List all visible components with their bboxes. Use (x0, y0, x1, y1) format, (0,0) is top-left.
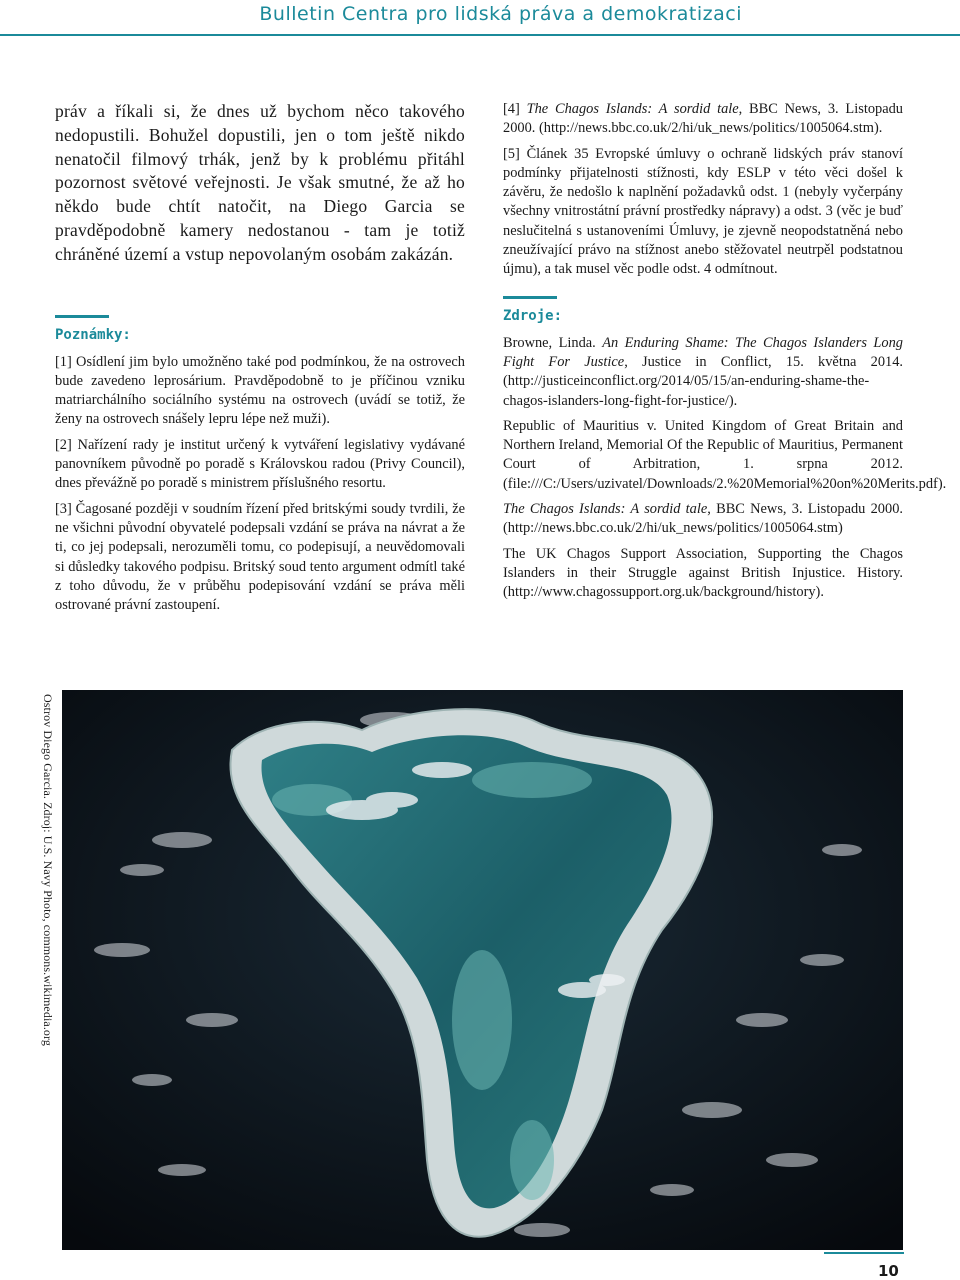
header-rule (0, 34, 960, 36)
source-1-title: An Enduring Shame: The Chagos Islanders Long Fight For Justice (503, 334, 903, 370)
source-1 (503, 334, 903, 411)
lead-paragraph-block (55, 100, 465, 267)
sources-accent-bar (503, 296, 557, 299)
notes-continued (503, 100, 903, 280)
source-3 (503, 500, 903, 539)
island-aerial-photo (62, 690, 903, 1250)
page-number: 10 (878, 1262, 899, 1280)
note-3: [3] Čagosané později v soudním řízení před britskými soudy tvrdili, že ne všichni původní obyvatelé podepsali vzdání se práva na návrat a že ti, co jej podepsali, nerozuměli tomu, co podepisují, a neuvědomovali si důsledky takového podpisu. Britský soud tento argument odmítl také z toho důvodu, že v průběhu podepisování vzdání se práva měli ostrované právní zastoupení. (55, 500, 465, 614)
note-5: [5] Článek 35 Evropské úmluvy o ochraně lidských práv stanoví podmínky přijatelnosti stížnosti, kdy ESLP v této věci došel k závěru, že nedošlo k naplnění požadavků odst. 1 (nebyly vyčerpány všechny vnitrostátní právní prostředky nápravy) a odst. 3 (věc je buď neslučitelná s ustanoveními Úmluvy, je zjevně neopodstatněná nebo zneužívající právo na stížnost anebo stěžovatel neutrpěl podstatnou újmu), a tak musel věc podle odst. 4 odmítnout. (503, 145, 903, 278)
notes-accent-bar (55, 315, 109, 318)
lead-paragraph: práv a říkali si, že dnes už bychom něco takového nedopustili. Bohužel dopustili, jen o tom ještě nikdo nenatočil filmový trhák, jenž by k problému přitáhl pozornost světové veřejnosti. Je však smutné, že až ho někdo bude chtít natočit, na Diego Garcia se pravděpodobně kamery nedostanou - tam je totiž chráněné území a vstup nepovolaným osobám zakázán. (55, 101, 465, 264)
source-1-author: Browne, Linda. (503, 334, 603, 351)
right-column (503, 100, 947, 609)
left-column (55, 100, 465, 621)
page-number-rule (824, 1252, 904, 1254)
note-4-rest: , BBC News, 3. Listopadu 2000. (http://news.bbc.co.uk/2/hi/uk_news/politics/1005064.stm). (503, 101, 903, 137)
source-4: The UK Chagos Support Association, Supporting the Chagos Islanders in their Struggle against British Injustice. History. (http://www.chagossupport.org.uk/background/history). (503, 545, 903, 601)
source-1-rest: , Justice in Conflict, 15. května 2014. (http://justiceinconflict.org/2014/05/15/an-enduring-shame-the-chagos-islanders-long-fight-for-justice/). (503, 353, 904, 409)
note-4 (503, 100, 903, 139)
source-2: Republic of Mauritius v. United Kingdom of Great Britain and Northern Ireland, Memorial Of the Republic of Mauritius, Permanent Court of Arbitration, 1. srpna 2012. (file:///C:/Users/uzivatel/Downloads/2.%20Memorial%20on%20Merits.pdf). (503, 417, 947, 492)
image-caption: Ostrov Diego Garcia. Zdroj: U.S. Navy Photo, commons.wikimedia.org (41, 694, 55, 1046)
notes-title: Poznámky: (55, 326, 131, 343)
source-3-title: The Chagos Islands: A sordid tale (503, 501, 708, 518)
note-1: [1] Osídlení jim bylo umožněno také pod podmínkou, že na ostrovech bude zavedeno leprosárium. Pravděpodobně to je příčinou vzniku matriarchálního sociálního systému na ostrovech (uvádí se totiž, že ženy na ostrovech snášely lepru lépe než muži). (55, 353, 465, 428)
note-4-title: The Chagos Islands: A sordid tale (526, 101, 739, 117)
island-photo-svg (62, 690, 903, 1250)
sources-section (503, 296, 947, 603)
note-2: [2] Nařízení rady je institut určený k vytváření legislativy vydávané panovníkem původně po poradě s Královskou radou (Privy Council), dnes převážně po poradě s ministrem příslušného resortu. (55, 436, 465, 492)
sources-title: Zdroje: (503, 307, 563, 324)
source-3-rest: , BBC News, 3. Listopadu 2000. (http://news.bbc.co.uk/2/hi/uk_news/politics/1005064.stm) (503, 501, 903, 537)
note-4-label: [4] (503, 101, 520, 117)
notes-section (55, 315, 465, 616)
header-title: Bulletin Centra pro lidská práva a demokratizaci (259, 3, 742, 25)
